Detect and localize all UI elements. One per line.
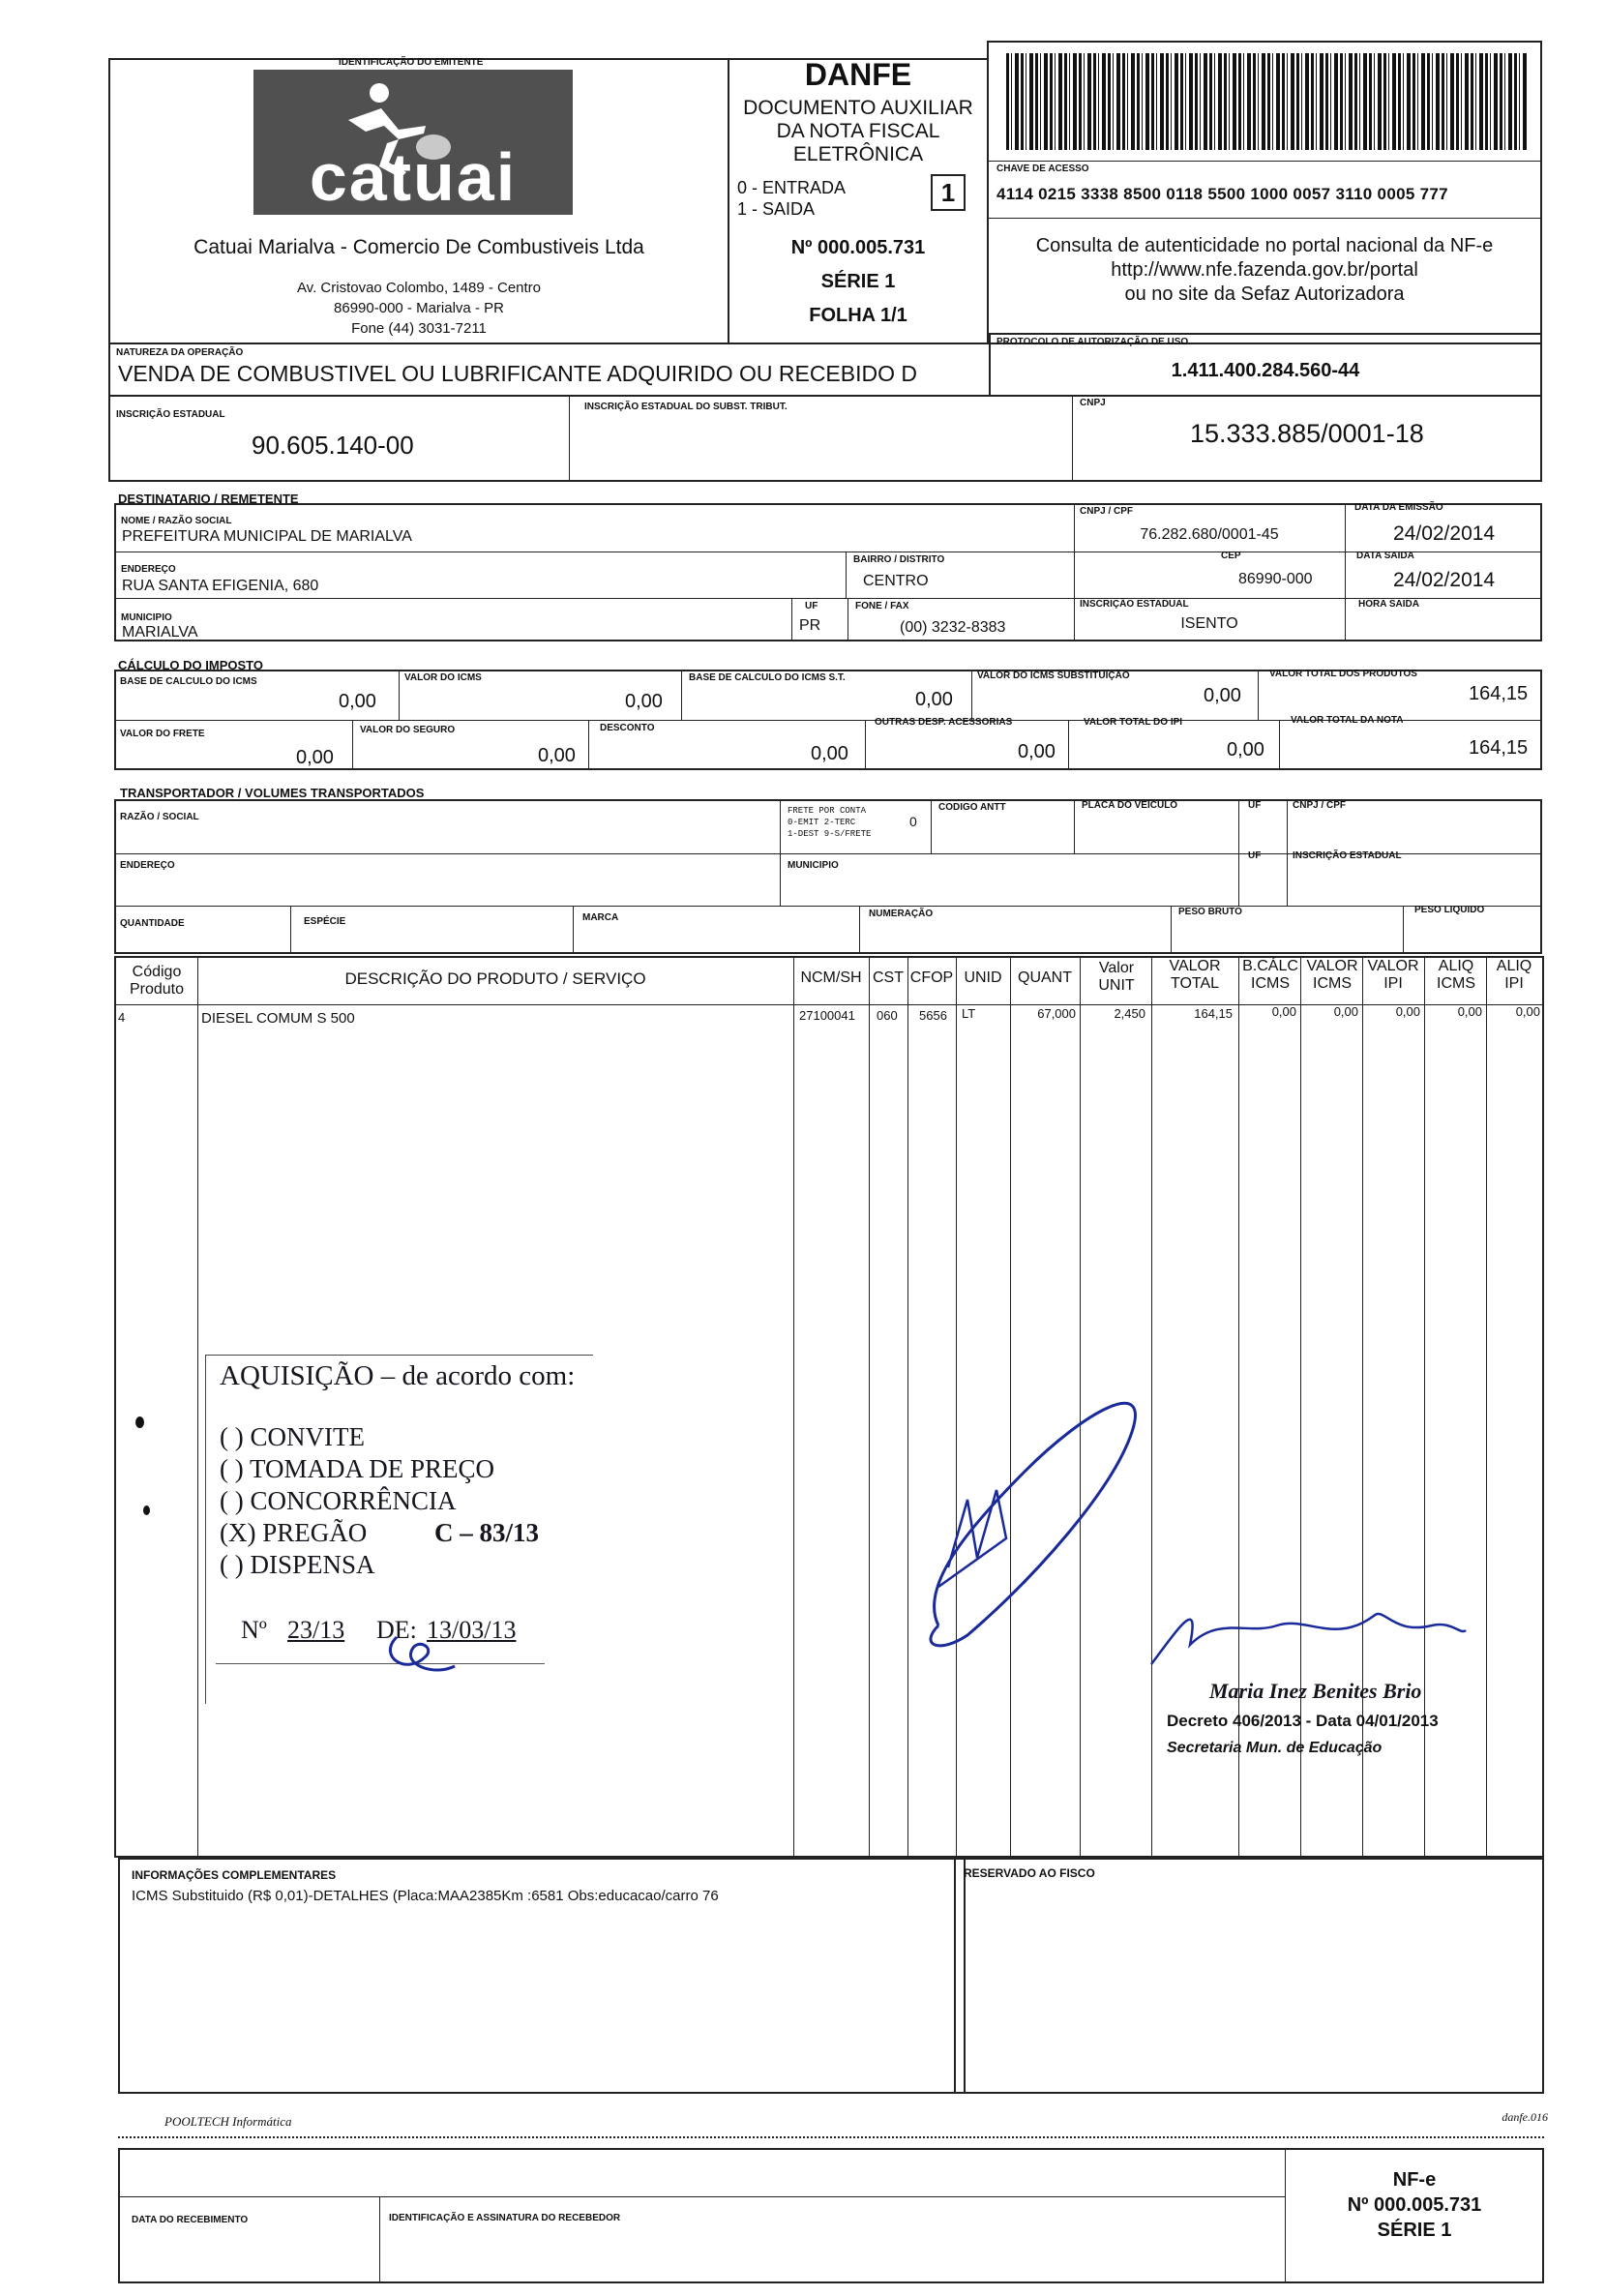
nome-label: NOME / RAZÃO SOCIAL bbox=[121, 516, 232, 526]
v-st-label: VALOR DO ICMS SUBSTITUIÇÃO bbox=[977, 671, 1130, 681]
signature-small bbox=[377, 1627, 474, 1685]
transp-uf2-label: UF bbox=[1248, 850, 1262, 861]
municipio-value: MARIALVA bbox=[122, 624, 198, 641]
row-aliq-ipi: 0,00 bbox=[1515, 1004, 1540, 1019]
bullet-dot-1 bbox=[135, 1416, 144, 1428]
signatory-cargo: Secretaria Mun. de Educação bbox=[1167, 1740, 1383, 1756]
dest-ie-value: ISENTO bbox=[1180, 615, 1238, 632]
row-cfop: 5656 bbox=[919, 1008, 947, 1023]
dest-cnpj-label: CNPJ / CPF bbox=[1080, 506, 1134, 517]
v-ipi-value: 0,00 bbox=[1227, 739, 1264, 760]
fisco-box bbox=[954, 1858, 1544, 2094]
danfe-subtitle1: DOCUMENTO AUXILIAR bbox=[743, 97, 973, 119]
transp-uf-label: UF bbox=[1248, 800, 1262, 811]
danfe-folha: FOLHA 1/1 bbox=[809, 305, 907, 326]
row-ncm: 27100041 bbox=[799, 1008, 855, 1023]
row-valor-icms: 0,00 bbox=[1333, 1004, 1358, 1019]
row-codigo: 4 bbox=[118, 1010, 126, 1025]
desconto-value: 0,00 bbox=[811, 743, 848, 764]
cep-label: CEP bbox=[1221, 551, 1241, 561]
stamp-data-prefix: DE: bbox=[376, 1616, 417, 1644]
municipio-label: MUNICIPIO bbox=[121, 612, 172, 623]
data-saida-value: 24/02/2014 bbox=[1393, 569, 1496, 591]
stamp-data: 13/03/13 bbox=[427, 1616, 517, 1644]
tipo-box: 1 bbox=[931, 174, 966, 211]
transportador-section-label: TRANSPORTADOR / VOLUMES TRANSPORTADOS bbox=[120, 786, 425, 800]
col-ncm: NCM/SH bbox=[800, 969, 862, 986]
logo-text: catuai bbox=[309, 139, 518, 215]
recebimento-box bbox=[118, 2148, 1544, 2283]
col-quant: QUANT bbox=[1018, 969, 1072, 986]
v-icms-label: VALOR DO ICMS bbox=[404, 672, 482, 683]
desconto-label: DESCONTO bbox=[600, 723, 655, 733]
v-prod-value: 164,15 bbox=[1469, 683, 1529, 704]
fone-label: FONE / FAX bbox=[855, 601, 909, 611]
danfe-subtitle2: DA NOTA FISCAL bbox=[776, 120, 940, 142]
col-codigo: Código Produto bbox=[129, 964, 185, 999]
natureza-label: NATUREZA DA OPERAÇÃO bbox=[116, 347, 244, 358]
cut-line bbox=[118, 2136, 1544, 2138]
hora-saida-label: HORA SAIDA bbox=[1358, 599, 1419, 610]
col-aliq-ipi: ALIQ IPI bbox=[1496, 958, 1532, 993]
nome-value: PREFEITURA MUNICIPAL DE MARIALVA bbox=[122, 528, 412, 545]
emitente-section-label: IDENTIFICAÇÃO DO EMITENTE bbox=[339, 57, 484, 68]
ie-st-label: INSCRIÇÃO ESTADUAL DO SUBST. TRIBUT. bbox=[584, 402, 788, 412]
quantidade-label: QUANTIDADE bbox=[120, 918, 185, 929]
endereco-label: ENDEREÇO bbox=[121, 564, 176, 575]
danfe-serie: SÉRIE 1 bbox=[820, 271, 896, 292]
entrada-label: 0 - ENTRADA bbox=[737, 178, 847, 197]
transp-razao-label: RAZÃO / SOCIAL bbox=[120, 812, 199, 822]
stamp-opt-pregao: (X) PREGÃO bbox=[220, 1518, 368, 1547]
col-descricao: DESCRIÇÃO DO PRODUTO / SERVIÇO bbox=[344, 969, 646, 988]
emitente-phone: Fone (44) 3031-7211 bbox=[351, 320, 487, 337]
emitente-address2: 86990-000 - Marialva - PR bbox=[334, 300, 504, 316]
transp-ie-label: INSCRIÇÃO ESTADUAL bbox=[1293, 850, 1402, 861]
chave-label: CHAVE DE ACESSO bbox=[996, 164, 1089, 174]
info-text: ICMS Substituido (R$ 0,01)-DETALHES (Placa:MAA2385Km :6581 Obs:educacao/carro 76 bbox=[132, 1888, 719, 1904]
col-cst: CST bbox=[873, 969, 904, 986]
especie-label: ESPÉCIE bbox=[304, 916, 346, 927]
danfe-numero: Nº 000.005.731 bbox=[790, 237, 926, 258]
row-bc-icms: 0,00 bbox=[1271, 1004, 1296, 1019]
numeracao-label: NUMERAÇÃO bbox=[869, 909, 934, 919]
consulta-line1: Consulta de autenticidade no portal nacional da NF-e bbox=[1035, 235, 1494, 256]
uf-label: UF bbox=[805, 601, 818, 611]
dest-cnpj-value: 76.282.680/0001-45 bbox=[1140, 526, 1279, 543]
transp-endereco-label: ENDEREÇO bbox=[120, 860, 175, 871]
ie-label: INSCRIÇÃO ESTADUAL bbox=[116, 409, 225, 420]
signatory-name: Maria Inez Benites Brio bbox=[1209, 1679, 1422, 1703]
fone-value: (00) 3232-8383 bbox=[900, 619, 1006, 636]
footer-numero: Nº 000.005.731 bbox=[1347, 2194, 1482, 2216]
row-aliq-icms: 0,00 bbox=[1457, 1004, 1482, 1019]
v-icms-value: 0,00 bbox=[625, 691, 663, 712]
col-cfop: CFOP bbox=[909, 969, 954, 986]
v-nota-value: 164,15 bbox=[1469, 737, 1529, 759]
identificacao-recebedor-label: IDENTIFICAÇÃO E ASSINATURA DO RECEBEDOR bbox=[389, 2213, 621, 2223]
signatory-decreto: Decreto 406/2013 - Data 04/01/2013 bbox=[1167, 1712, 1439, 1730]
v-seguro-value: 0,00 bbox=[538, 745, 576, 766]
outras-value: 0,00 bbox=[1018, 741, 1056, 762]
bc-icms-label: BASE DE CALCULO DO ICMS bbox=[120, 676, 257, 687]
emitente-address1: Av. Cristovao Colombo, 1489 - Centro bbox=[296, 280, 542, 296]
stamp-opt-tomada: ( ) TOMADA DE PREÇO bbox=[220, 1454, 495, 1483]
transp-municipio-label: MUNICIPIO bbox=[788, 860, 839, 871]
danfe-version: danfe.016 bbox=[1502, 2110, 1548, 2124]
bc-icms-value: 0,00 bbox=[339, 691, 376, 712]
col-valor-ipi: VALOR IPI bbox=[1367, 958, 1419, 993]
stamp-pregao-number: C – 83/13 bbox=[434, 1518, 539, 1547]
peso-liquido-label: PESO LIQUIDO bbox=[1414, 905, 1485, 915]
dest-ie-label: INSCRIÇÃO ESTADUAL bbox=[1080, 599, 1189, 610]
emitente-name: Catuai Marialva - Comercio De Combustiveis Ltda bbox=[193, 236, 644, 258]
consulta-line3: ou no site da Sefaz Autorizadora bbox=[1124, 283, 1405, 305]
natureza-value: VENDA DE COMBUSTIVEL OU LUBRIFICANTE ADQUIRIDO OU RECEBIDO D bbox=[118, 361, 918, 386]
placa-label: PLACA DO VEICULO bbox=[1082, 800, 1178, 811]
frete-line3: 1-DEST 9-S/FRETE bbox=[788, 829, 872, 839]
row-valor-total: 164,15 bbox=[1194, 1006, 1233, 1021]
footer-nfe: NF-e bbox=[1392, 2169, 1437, 2191]
chave-value: 4114 0215 3338 8500 0118 5500 1000 0057 3110 0005 777 bbox=[996, 185, 1448, 203]
cep-value: 86990-000 bbox=[1238, 571, 1313, 587]
stamp-numero: 23/13 bbox=[287, 1616, 345, 1644]
bc-st-label: BASE DE CALCULO DO ICMS S.T. bbox=[689, 672, 846, 683]
v-seguro-label: VALOR DO SEGURO bbox=[360, 725, 456, 735]
col-valor-total: VALOR TOTAL bbox=[1169, 958, 1221, 993]
row-valor-unit: 2,450 bbox=[1114, 1006, 1145, 1021]
fisco-label: RESERVADO AO FISCO bbox=[964, 1866, 1095, 1880]
col-unid: UNID bbox=[964, 969, 1002, 986]
row-unid: LT bbox=[962, 1006, 976, 1021]
bairro-label: BAIRRO / DISTRITO bbox=[853, 554, 945, 565]
destinatario-section-label: DESTINATARIO / REMETENTE bbox=[118, 492, 299, 506]
ie-value: 90.605.140-00 bbox=[252, 431, 414, 460]
cnpj-label: CNPJ bbox=[1080, 398, 1106, 408]
col-aliq-icms: ALIQ ICMS bbox=[1437, 958, 1475, 993]
row-descricao: DIESEL COMUM S 500 bbox=[201, 1010, 355, 1027]
v-frete-label: VALOR DO FRETE bbox=[120, 729, 205, 739]
frete-line2: 0-EMIT 2-TERC bbox=[788, 818, 856, 827]
bullet-dot-2 bbox=[143, 1506, 150, 1515]
imposto-section-label: CÁLCULO DO IMPOSTO bbox=[118, 658, 263, 672]
outras-label: OUTRAS DESP. ACESSORIAS bbox=[875, 717, 1013, 728]
company-logo bbox=[253, 70, 573, 215]
peso-bruto-label: PESO BRUTO bbox=[1178, 907, 1242, 917]
v-frete-value: 0,00 bbox=[296, 747, 334, 768]
protocolo-value: 1.411.400.284.560-44 bbox=[1171, 360, 1360, 381]
col-valor-unit: Valor UNIT bbox=[1098, 960, 1135, 995]
stamp-numero-prefix: Nº bbox=[241, 1616, 267, 1644]
stamp-opt-dispensa: ( ) DISPENSA bbox=[220, 1550, 375, 1579]
danfe-title: DANFE bbox=[804, 57, 912, 92]
v-nota-label: VALOR TOTAL DA NOTA bbox=[1291, 715, 1404, 726]
data-emissao-label: DATA DA EMISSÃO bbox=[1354, 502, 1443, 513]
bairro-value: CENTRO bbox=[863, 573, 929, 589]
row-valor-ipi: 0,00 bbox=[1395, 1004, 1420, 1019]
v-prod-label: VALOR TOTAL DOS PRODUTOS bbox=[1269, 669, 1417, 679]
endereco-value: RUA SANTA EFIGENIA, 680 bbox=[122, 578, 319, 594]
marca-label: MARCA bbox=[582, 912, 619, 923]
info-label: INFORMAÇÕES COMPLEMENTARES bbox=[132, 1868, 337, 1882]
bc-st-value: 0,00 bbox=[915, 689, 953, 710]
frete-value: 0 bbox=[909, 814, 917, 829]
v-st-value: 0,00 bbox=[1204, 685, 1241, 706]
transp-cnpj-label: CNPJ / CPF bbox=[1293, 800, 1347, 811]
signature-right bbox=[1142, 1596, 1471, 1684]
data-emissao-value: 24/02/2014 bbox=[1393, 522, 1496, 545]
protocolo-label: PROTOCOLO DE AUTORIZAÇÃO DE USO bbox=[996, 337, 1189, 347]
data-recebimento-label: DATA DO RECEBIMENTO bbox=[132, 2215, 249, 2225]
row-cst: 060 bbox=[877, 1008, 898, 1023]
barcode bbox=[1006, 53, 1529, 150]
col-valor-icms: VALOR ICMS bbox=[1306, 958, 1358, 993]
signature-large bbox=[909, 1335, 1161, 1664]
software-credit: POOLTECH Informática bbox=[164, 2114, 292, 2129]
stamp-title: AQUISIÇÃO – de acordo com: bbox=[220, 1360, 576, 1391]
stamp-opt-convite: ( ) CONVITE bbox=[220, 1422, 365, 1451]
footer-serie: SÉRIE 1 bbox=[1377, 2220, 1452, 2241]
consulta-line2: http://www.nfe.fazenda.gov.br/portal bbox=[1111, 259, 1418, 281]
danfe-subtitle3: ELETRÔNICA bbox=[792, 143, 924, 165]
uf-value: PR bbox=[799, 617, 821, 634]
stamp-opt-concorrencia: ( ) CONCORRÊNCIA bbox=[220, 1486, 457, 1515]
row-quant: 67,000 bbox=[1037, 1006, 1076, 1021]
v-ipi-label: VALOR TOTAL DO IPI bbox=[1084, 717, 1183, 728]
col-bc-icms: B.CÁLC ICMS bbox=[1242, 958, 1298, 993]
saida-label: 1 - SAIDA bbox=[737, 199, 816, 219]
data-saida-label: DATA SAIDA bbox=[1356, 551, 1414, 561]
antt-label: CODIGO ANTT bbox=[938, 802, 1006, 813]
cnpj-value: 15.333.885/0001-18 bbox=[1190, 419, 1424, 448]
frete-line1: FRETE POR CONTA bbox=[788, 806, 867, 816]
